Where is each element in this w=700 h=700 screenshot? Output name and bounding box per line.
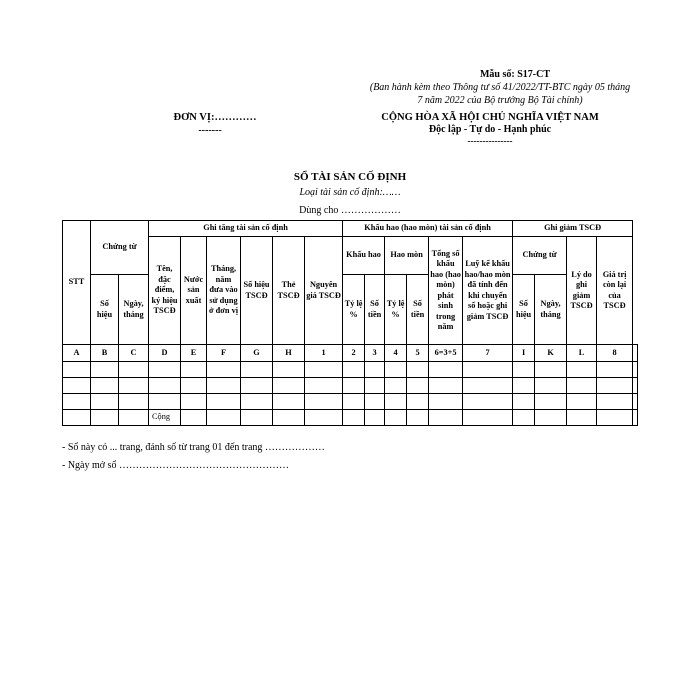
col-country: Nước sản xuất — [181, 237, 207, 345]
col-asset-no: Số hiệu TSCĐ — [241, 237, 273, 345]
col-accumulated: Luỹ kế khấu hao/hao mòn đã tính đến khi chuyển sổ hoặc ghi giảm TSCĐ — [463, 237, 513, 345]
col-wear-rate: Tỷ lệ % — [385, 275, 407, 345]
motto-dashes: --------------- — [467, 136, 513, 146]
code-cell: I — [513, 345, 535, 362]
col-voucher-no: Số hiệu — [91, 275, 119, 345]
code-cell: 4 — [385, 345, 407, 362]
national-motto: Độc lập - Tự do - Hạnh phúc — [428, 124, 552, 135]
fixed-asset-ledger-table — [62, 220, 638, 426]
col-dep-amount: Số tiền — [365, 275, 385, 345]
code-cell: E — [181, 345, 207, 362]
code-cell: 3 — [365, 345, 385, 362]
col-total-depreciation: Tổng số khấu hao (hao mòn) phát sinh trong năm — [429, 237, 463, 345]
table-row — [63, 362, 638, 378]
code-cell: F — [207, 345, 241, 362]
table-row — [63, 378, 638, 394]
col-voucher-date: Ngày, tháng — [119, 275, 149, 345]
col-month-year: Tháng, năm đưa vào sử dụng ở đơn vị — [207, 237, 241, 345]
col-name: Tên, đặc điểm, ký hiệu TSCĐ — [149, 237, 181, 345]
code-cell: 1 — [305, 345, 343, 362]
code-cell: G — [241, 345, 273, 362]
note-page-count: - Sổ này có ... trang, đánh số từ trang 01 đến trang ……………… — [62, 442, 325, 453]
group-decrease: Ghi giảm TSCĐ — [513, 221, 633, 237]
col-decrease-date: Ngày, tháng — [535, 275, 567, 345]
republic-title: CỘNG HÒA XÃ HỘI CHỦ NGHĨA VIỆT NAM — [381, 112, 599, 123]
col-wear-amount: Số tiền — [407, 275, 429, 345]
code-cell: 8 — [597, 345, 633, 362]
code-cell: C — [119, 345, 149, 362]
col-depreciation: Khấu hao — [343, 237, 385, 275]
table-row — [63, 394, 638, 410]
col-dep-rate: Tỷ lệ % — [343, 275, 365, 345]
total-row — [63, 410, 638, 426]
code-cell: A — [63, 345, 91, 362]
asset-type-line: Loại tài sản cố định:…… — [299, 187, 401, 198]
code-cell: 6=3+5 — [429, 345, 463, 362]
col-card: Thẻ TSCĐ — [273, 237, 305, 345]
group-depreciation: Khấu hao (hao mòn) tài sản cố định — [343, 221, 513, 237]
code-cell: K — [535, 345, 567, 362]
code-cell: 5 — [407, 345, 429, 362]
unit-dashes: ------- — [198, 125, 222, 136]
code-cell: 2 — [343, 345, 365, 362]
column-code-row — [63, 345, 638, 362]
code-cell — [633, 345, 638, 362]
decree-reference — [350, 81, 650, 107]
col-decrease-no: Số hiệu — [513, 275, 535, 345]
code-cell: D — [149, 345, 181, 362]
page-title: SỔ TÀI SẢN CỐ ĐỊNH — [293, 171, 407, 183]
col-wear: Hao mòn — [385, 237, 429, 275]
col-original-cost: Nguyên giá TSCĐ — [305, 237, 343, 345]
col-stt: STT — [63, 221, 91, 345]
code-cell: H — [273, 345, 305, 362]
code-cell: B — [91, 345, 119, 362]
col-voucher: Chứng từ — [91, 221, 149, 275]
col-decrease-voucher: Chứng từ — [513, 237, 567, 275]
form-number: Mẫu số: S17-CT — [479, 69, 550, 80]
col-remaining-value: Giá trị còn lại của TSCĐ — [597, 237, 633, 345]
group-increase: Ghi tăng tài sản cố định — [149, 221, 343, 237]
note-open-date: - Ngày mở sổ …………………………………………… — [62, 460, 289, 471]
used-for-line: Dùng cho ……………… — [299, 205, 401, 216]
decree-line-2: 7 năm 2022 của Bộ trưởng Bộ Tài chính) — [417, 95, 583, 106]
code-cell: 7 — [463, 345, 513, 362]
code-cell: L — [567, 345, 597, 362]
decree-line-1: (Ban hành kèm theo Thông tư số 41/2022/TT-BTC ngày 05 tháng — [369, 82, 631, 93]
col-reason: Lý do ghi giảm TSCĐ — [567, 237, 597, 345]
unit-label: ĐƠN VỊ:………… — [173, 112, 257, 123]
total-label: Cộng — [149, 410, 181, 426]
